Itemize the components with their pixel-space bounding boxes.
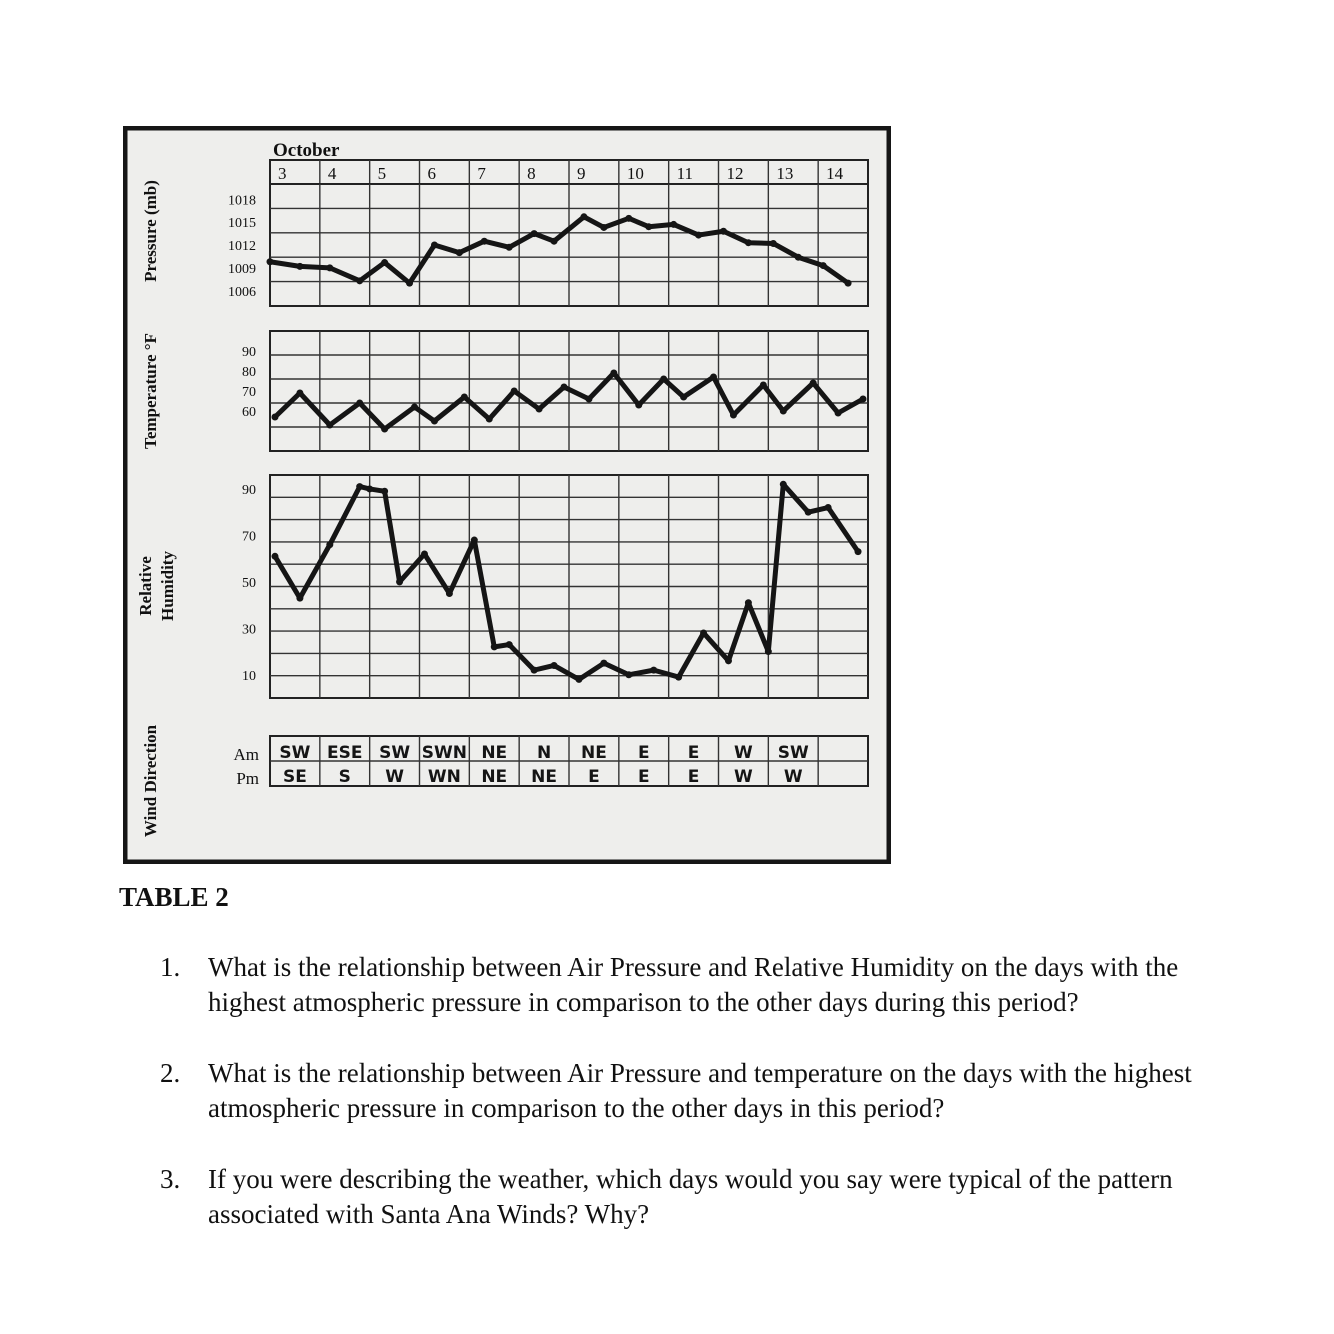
temperature-point [730,412,737,419]
question-number: 3. [160,1164,181,1194]
question-3 [160,1162,1240,1232]
y-tick-label: 1015 [228,216,256,232]
humidity-point [650,667,657,674]
humidity-point [575,676,582,683]
humidity-point [825,504,832,511]
wind-pm-value: W [783,767,803,787]
temperature-point [411,404,418,411]
humidity-point [805,509,812,516]
wind-am-value: ESE [327,743,363,763]
question-list [160,950,1240,1268]
pressure-point [406,280,413,287]
temperature-point [835,410,842,417]
y-tick-label: 60 [242,405,256,420]
day-label: 12 [726,164,744,183]
wind-am-value: SW [279,743,311,763]
humidity-point [421,550,428,557]
wind-pm-value: S [338,767,351,787]
question-text: What is the relationship between Air Pressure and Relative Humidity on the days with the highest atmospheric pressure in comparison to the other days during this period? [208,952,1179,1017]
day-label: 8 [527,164,536,183]
pressure-point [326,264,333,271]
temperature-point [326,422,333,429]
wind-pm-value: E [637,767,650,787]
temperature-point [271,414,278,421]
pressure-point [845,280,852,287]
temperature-point [356,400,363,407]
day-label: 6 [427,164,436,183]
pressure-point [296,263,303,270]
wind-pm-value: E [687,767,700,787]
temperature-point [680,394,687,401]
y-tick-label: 1012 [228,239,256,254]
pm-label: Pm [236,769,259,788]
temperature-point [610,370,617,377]
humidity-point [471,537,478,544]
day-label: 7 [477,164,486,183]
humidity-point [700,629,707,636]
humidity-point [625,671,632,678]
y-tick-label: 30 [242,622,256,638]
humidity-point [745,599,752,606]
temperature-point [810,380,817,387]
wind-pm-value: W [734,767,753,787]
temperature-point [486,416,493,423]
y-tick-label: 1006 [228,284,256,300]
pressure-point [456,249,463,256]
wind-axis-label: Wind Direction [141,724,160,838]
pressure-point [645,223,652,230]
pressure-point [820,262,827,269]
humidity-point [446,590,453,597]
temperature-point [431,418,438,425]
pressure-point [381,259,388,266]
humidity-point [396,578,403,585]
temperature-point [635,402,642,409]
table-caption: TABLE 2 [119,882,229,912]
weather-chart [123,126,891,864]
temperature-point [461,394,468,401]
pressure-point [625,215,632,222]
pressure-point [481,238,488,245]
question-number: 2. [160,1058,181,1088]
wind-am-value: SW [777,743,809,763]
day-label: 10 [626,164,644,183]
y-tick-label: 80 [242,365,256,380]
humidity-axis-label-line2: Humidity [158,551,177,621]
temperature-point [585,396,592,403]
pressure-point [695,232,702,239]
pressure-point [431,242,438,249]
pressure-point [580,213,587,220]
wind-pm-value: SE [282,767,307,787]
month-label: October [273,140,340,161]
humidity-point [765,648,772,655]
day-label: 13 [776,164,794,183]
pressure-point [670,221,677,228]
pressure-point [770,240,777,247]
temperature-axis-label: Temperature °F [141,333,160,449]
day-label: 3 [278,164,287,183]
wind-am-value: E [687,743,700,763]
temperature-point [536,406,543,413]
y-tick-label: 10 [242,668,256,684]
y-tick-label: 70 [242,529,256,545]
humidity-point [855,548,862,555]
temperature-point [710,374,717,381]
humidity-point [491,643,498,650]
pressure-axis-label: Pressure (mb) [141,180,160,282]
humidity-point [356,483,363,490]
pressure-point [795,254,802,261]
humidity-point [600,660,607,667]
question-text: If you were describing the weather, which days would you say were typical of the pattern associated with Santa Ana Winds? Why? [208,1164,1173,1229]
temperature-point [561,384,568,391]
temperature-point [296,390,303,397]
day-label: 5 [377,164,387,183]
pressure-point [600,224,607,231]
humidity-point [381,488,388,495]
wind-am-value: SW [379,743,411,763]
temperature-point [381,426,388,433]
temperature-point [860,396,867,403]
day-label: 9 [577,164,586,183]
humidity-point [531,667,538,674]
day-label: 11 [676,164,694,183]
wind-am-value: W [734,743,753,763]
humidity-point [271,553,278,560]
y-tick-label: 70 [242,385,256,400]
pressure-point [720,228,727,235]
am-label: Am [233,745,259,764]
wind-am-value: NE [580,743,607,763]
pressure-point [356,277,363,284]
y-tick-label: 1009 [228,261,256,277]
wind-am-value: SWN [421,743,468,763]
pressure-point [551,238,558,245]
question-1 [160,950,1240,1020]
humidity-point [366,485,373,492]
wind-pm-value: E [588,767,600,787]
wind-am-value: E [637,743,650,763]
humidity-axis-label-line1: Relative [136,556,155,616]
pressure-point [745,239,752,246]
y-tick-label: 1018 [228,193,256,209]
wind-pm-value: WN [427,767,461,787]
temperature-point [511,388,518,395]
humidity-point [551,662,558,669]
question-number: 1. [160,952,181,982]
temperature-point [660,376,667,383]
humidity-point [506,641,513,648]
wind-am-value: NE [481,743,508,763]
question-text: What is the relationship between Air Pressure and temperature on the days with the highest atmospheric pressure in comparison to the other days in this period? [208,1058,1192,1123]
day-label: 14 [826,164,844,183]
y-tick-label: 50 [242,575,256,591]
temperature-point [780,408,787,415]
temperature-point [760,382,767,389]
humidity-point [675,674,682,681]
wind-pm-value: NE [481,767,508,787]
question-2 [160,1056,1240,1126]
pressure-point [267,258,274,265]
y-tick-label: 90 [242,345,256,360]
pressure-point [531,230,538,237]
pressure-point [506,244,513,251]
humidity-point [725,657,732,664]
humidity-point [326,541,333,548]
day-label: 4 [327,164,337,183]
wind-pm-value: W [385,767,404,787]
wind-am-value: N [536,743,552,763]
humidity-point [780,481,787,488]
wind-pm-value: NE [531,767,558,787]
y-tick-label: 90 [242,482,256,498]
humidity-point [296,595,303,602]
